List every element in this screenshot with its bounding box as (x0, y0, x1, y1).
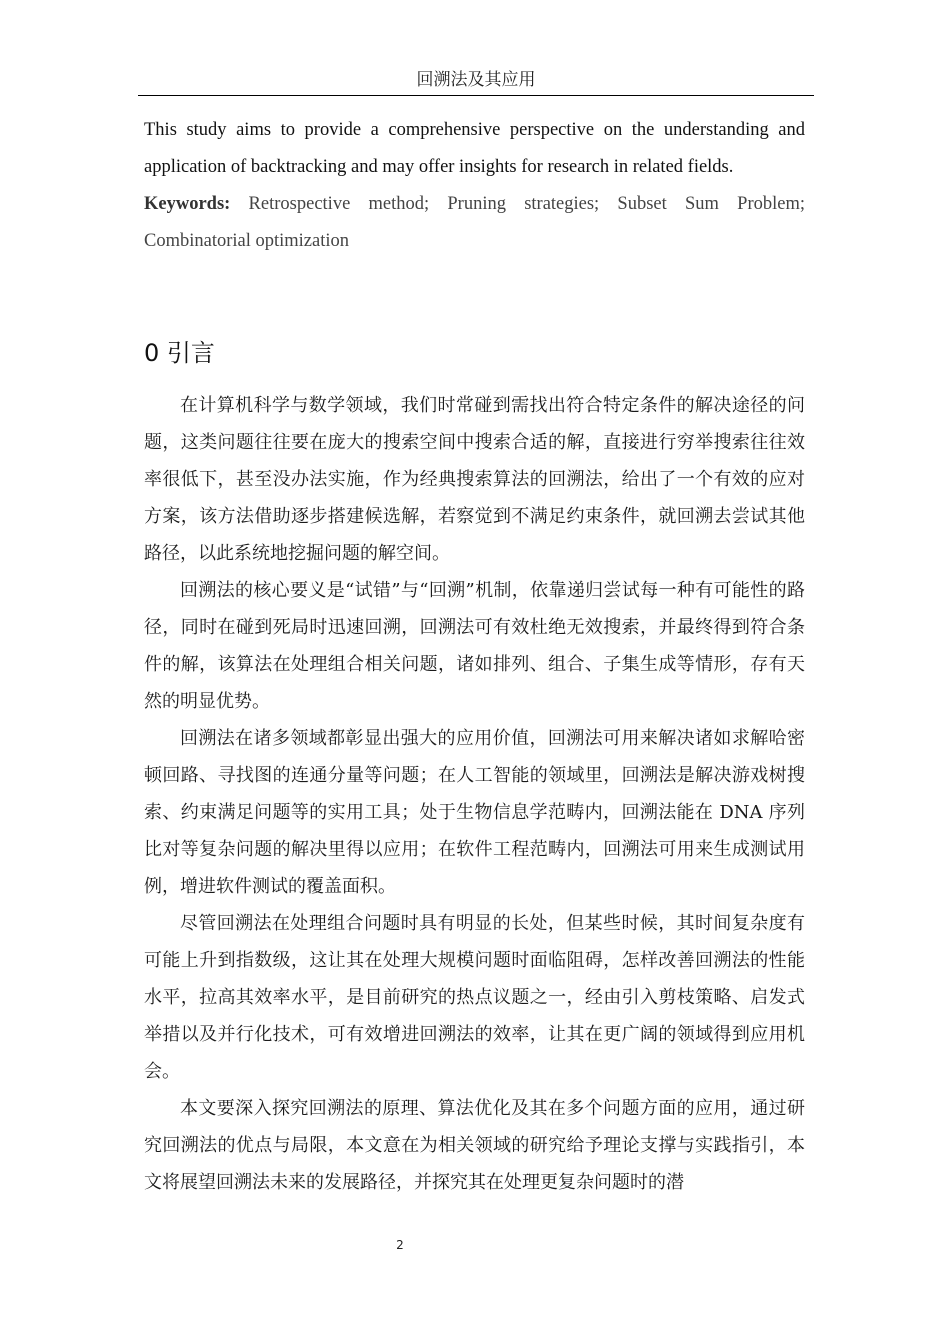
paragraph: 本文要深入探究回溯法的原理、算法优化及其在多个问题方面的应用，通过研究回溯法的优点与局限，本文意在为相关领域的研究给予理论支撑与实践指引，本文将展望回溯法未来的发展路径，并探究其在处理更复杂问题时的潜 (144, 1098, 805, 1193)
header-rule (138, 95, 814, 96)
section-heading: 0 引言 (144, 339, 215, 367)
section-body (144, 387, 805, 1201)
paragraph: 在计算机科学与数学领域，我们时常碰到需找出符合特定条件的解决途径的问题，这类问题往往要在庞大的搜索空间中搜索合适的解，直接进行穷举搜索往往效率很低下，甚至没办法实施，作为经典搜索算法的回溯法，给出了一个有效的应对方案，该方法借助逐步搭建候选解，若察觉到不满足约束条件，就回溯去尝试其他路径，以此系统地挖掘问题的解空间。 (144, 395, 805, 564)
paragraph: 回溯法在诸多领域都彰显出强大的应用价值，回溯法可用来解决诸如求解哈密顿回路、寻找图的连通分量等问题；在人工智能的领域里，回溯法是解决游戏树搜索、约束满足问题等的实用工具；处于生物信息学范畴内，回溯法能在 DNA 序列比对等复杂问题的解决里得以应用；在软件工程范畴内，回溯法可用来生成测试用例，增进软件测试的覆盖面积。 (144, 728, 805, 897)
keywords-label: Keywords: (144, 194, 231, 214)
page-number: 2 (396, 1238, 404, 1252)
keywords-line (144, 186, 805, 260)
keywords-list: Retrospective method; Pruning strategies; Subset Sum Problem; Combinatorial optimization (144, 194, 805, 251)
running-header: 回溯法及其应用 (416, 70, 536, 90)
abstract-text: This study aims to provide a comprehensive perspective on the understanding and application of backtracking and may offer insights for research in related fields. (144, 120, 805, 177)
paragraph: 尽管回溯法在处理组合问题时具有明显的长处，但某些时候，其时间复杂度有可能上升到指数级，这让其在处理大规模问题时面临阻碍，怎样改善回溯法的性能水平，拉高其效率水平，是目前研究的热点议题之一，经由引入剪枝策略、启发式举措以及并行化技术，可有效增进回溯法的效率，让其在更广阔的领域得到应用机会。 (144, 913, 805, 1082)
paragraph: 回溯法的核心要义是“试错”与“回溯”机制，依靠递归尝试每一种有可能性的路径，同时在碰到死局时迅速回溯，回溯法可有效杜绝无效搜索，并最终得到符合条件的解，该算法在处理组合相关问题，诸如排列、组合、子集生成等情形，存有天然的明显优势。 (144, 580, 805, 712)
